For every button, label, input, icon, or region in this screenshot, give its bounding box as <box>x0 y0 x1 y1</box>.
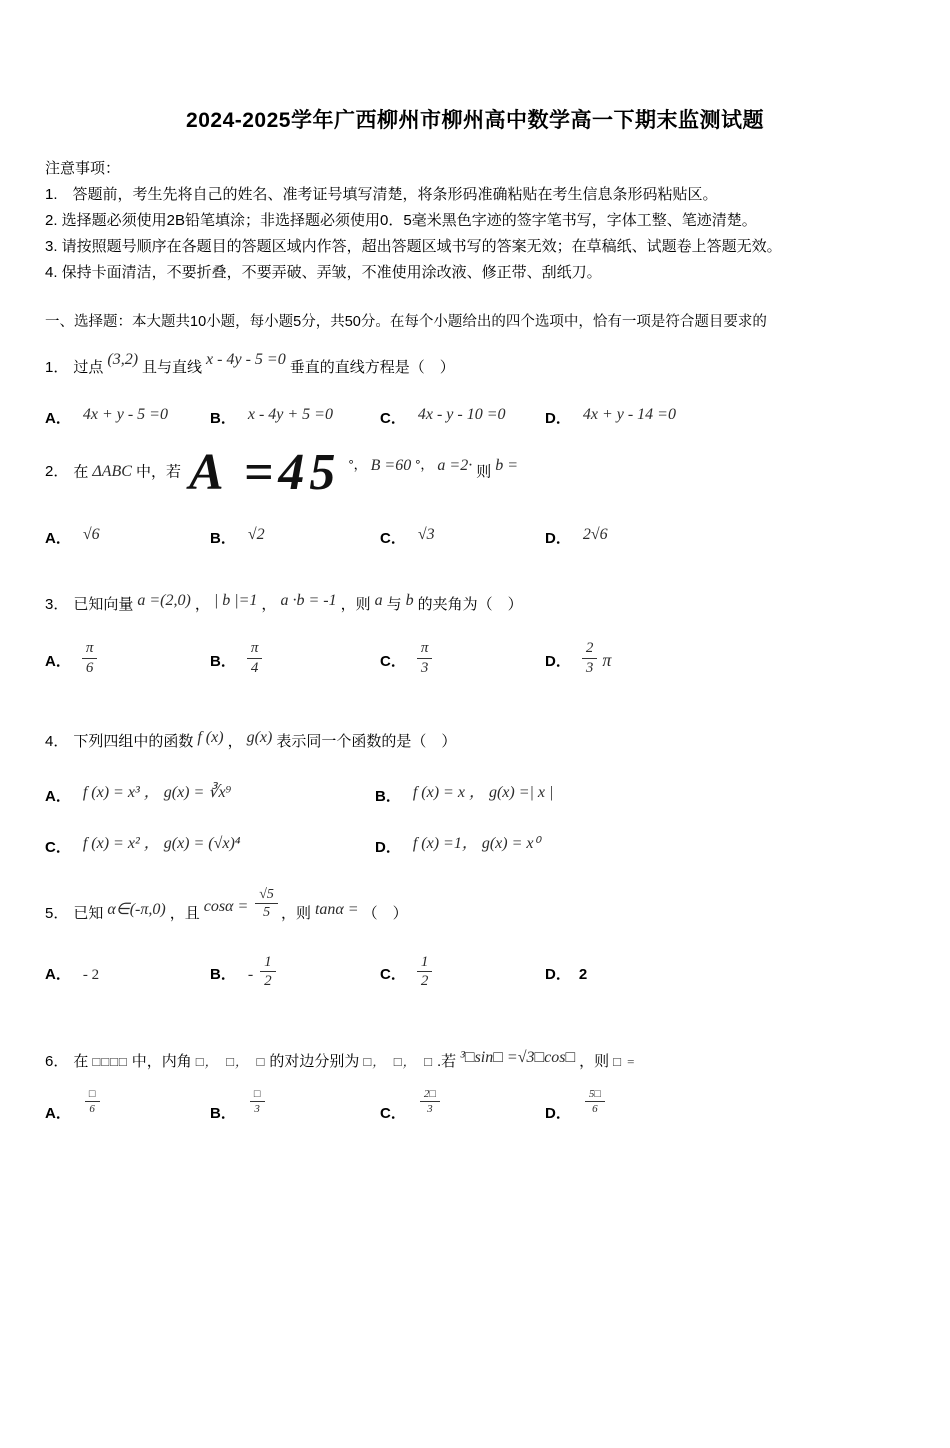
question-6-text-5: ，则 <box>579 1052 610 1070</box>
option-label: A． <box>45 652 71 670</box>
option-label: A． <box>45 409 71 427</box>
question-6-option-b <box>210 1088 380 1127</box>
fraction-numerator: π <box>247 640 263 659</box>
fraction <box>417 640 433 676</box>
question-3-math-a: a <box>374 591 383 609</box>
question-5-number: 5． <box>45 904 69 922</box>
question-6-missing-glyphs-sides: □， □， □ <box>363 1053 433 1069</box>
option-label: B． <box>210 965 236 983</box>
fraction <box>585 1088 605 1115</box>
fraction <box>582 640 598 676</box>
question-3-option-d <box>545 640 925 679</box>
option-label: D． <box>545 1105 571 1123</box>
fraction-denominator: 5 <box>263 905 271 921</box>
question-3-text-1: 已知向量 <box>73 595 134 613</box>
option-value: - 2 <box>82 966 100 983</box>
question-6-option-a <box>45 1088 210 1127</box>
option-label: B． <box>210 652 236 670</box>
fraction <box>417 954 433 990</box>
option-math: 4x - y - 10 =0 <box>417 405 506 423</box>
notices-header: 注意事项： <box>45 160 121 177</box>
question-6 <box>45 1049 925 1075</box>
option-value: 2 <box>578 965 588 983</box>
option-label: B． <box>210 1105 236 1123</box>
option-label: A． <box>45 787 71 805</box>
question-2 <box>45 444 925 501</box>
fraction-numerator: 1 <box>260 954 276 973</box>
question-3-math-dot: a ·b = -1 <box>280 591 337 609</box>
question-1-option-c <box>380 407 545 428</box>
option-math: √2 <box>247 525 265 543</box>
question-2-option-a <box>45 527 210 548</box>
option-label: A． <box>45 1105 71 1123</box>
option-label: C． <box>380 652 406 670</box>
question-1-text-1: 过点 <box>73 359 104 376</box>
question-3-text-2: ， <box>194 595 210 613</box>
fraction-numerator: π <box>417 640 433 659</box>
question-1-math-point: (3,2) <box>107 351 139 368</box>
fraction <box>420 1088 440 1115</box>
fraction-numerator: □ <box>85 1088 100 1102</box>
option-math: 2√6 <box>582 525 608 543</box>
fraction-numerator: 2□ <box>420 1088 440 1102</box>
question-2-text-3: 则 <box>476 463 492 481</box>
question-4-text-1: 下列四组中的函数 <box>73 733 194 751</box>
question-4-option-c <box>45 834 375 857</box>
question-5-math-tan: tanα = <box>314 900 359 918</box>
option-math: √6 <box>82 525 100 543</box>
question-1-option-d <box>545 407 925 428</box>
question-5 <box>45 886 925 931</box>
question-4-math-f: f (x) <box>197 729 224 747</box>
question-2-text-2: 中，若 <box>135 463 181 481</box>
question-4-option-d <box>375 834 925 857</box>
fraction <box>255 887 278 921</box>
fraction <box>82 640 98 676</box>
question-6-missing-glyph-answer: □ = <box>613 1053 637 1069</box>
question-3-text-5: 与 <box>386 595 402 613</box>
question-2-math-triangle: ΔABC <box>92 463 132 481</box>
fraction-denominator: 3 <box>585 659 594 676</box>
question-6-number: 6． <box>45 1052 69 1070</box>
option-math: f (x) =1， g(x) = x⁰ <box>412 834 540 852</box>
question-3-option-b <box>210 640 380 679</box>
question-3-math-b: b <box>405 591 414 609</box>
question-4-number: 4． <box>45 733 69 751</box>
fraction-denominator: 3 <box>427 1103 433 1116</box>
option-label: C． <box>45 838 71 856</box>
option-math: x - 4y + 5 =0 <box>247 405 333 423</box>
fraction <box>250 1088 265 1115</box>
question-6-options <box>45 1088 925 1127</box>
option-label: D． <box>545 409 571 427</box>
fraction-denominator: 2 <box>264 973 272 990</box>
question-5-text-2: ，且 <box>169 904 200 922</box>
question-5-option-c <box>380 953 545 993</box>
fraction-denominator: 6 <box>89 1103 95 1116</box>
question-5-text-1: 已知 <box>73 904 104 922</box>
option-math: f (x) = x ， g(x) =| x | <box>412 783 554 801</box>
question-2-math-b: b = <box>495 457 519 475</box>
fraction-numerator: 1 <box>417 954 433 973</box>
question-5-text-4: （ ） <box>362 904 408 922</box>
option-math: f (x) = x³ ， g(x) = ∛x⁹ <box>82 783 232 801</box>
question-2-math-a2: a =2· <box>437 457 473 475</box>
question-3-option-c <box>380 640 545 679</box>
option-label: C． <box>380 529 406 547</box>
question-5-math-alpha: α∈(-π,0) <box>107 900 166 918</box>
question-6-missing-glyphs-angles: □， □， □ <box>195 1053 266 1069</box>
question-3-option-a <box>45 640 210 679</box>
question-3 <box>45 592 925 618</box>
notice-item-2: 2. 选择题必须使用2B铅笔填涂；非选择题必须使用0．5毫米黑色字迹的签字笔书写，字体工整、笔迹清楚。 <box>45 212 757 229</box>
question-3-text-4: ，则 <box>340 595 371 613</box>
question-6-text-2: 中，内角 <box>131 1052 192 1070</box>
option-label: B． <box>210 409 236 427</box>
question-5-math-cos <box>200 886 281 921</box>
option-math: √3 <box>417 525 435 543</box>
question-1-math-line: x - 4y - 5 =0 <box>206 351 286 368</box>
question-2-math-B60: B =60 <box>370 457 412 475</box>
question-2-text-1: 在 <box>73 463 89 481</box>
option-label: C． <box>380 409 406 427</box>
section-one-header: 一、选择题：本大题共10小题，每小题5分，共50分。在每个小题给出的四个选项中，恰有一项是符合题目要求的 <box>45 314 767 330</box>
option-label: A． <box>45 965 71 983</box>
option-math: 4x + y - 5 =0 <box>82 405 168 423</box>
option-label: B． <box>375 787 401 805</box>
question-6-text-3: 的对边分别为 <box>269 1052 360 1070</box>
exam-paper <box>0 104 950 1128</box>
question-5-option-a <box>45 963 210 984</box>
question-6-text-4: .若 <box>436 1052 457 1070</box>
question-6-text-1: 在 <box>73 1052 89 1070</box>
question-5-text-3: ，则 <box>280 904 311 922</box>
minus-sign: - <box>247 965 254 983</box>
fraction-numerator: □ <box>250 1088 265 1102</box>
question-3-math-norm-b: | b |=1 <box>213 591 258 609</box>
option-label: D． <box>375 838 401 856</box>
option-label: D． <box>545 965 571 983</box>
option-label: D． <box>545 529 571 547</box>
fraction <box>260 954 276 990</box>
question-4-text-2: ， <box>227 733 243 751</box>
question-2-degree-2: °， <box>415 457 434 473</box>
fraction-denominator: 3 <box>420 659 429 676</box>
question-4-options-row-1 <box>45 783 925 806</box>
question-5-option-d <box>545 963 925 984</box>
question-1-option-b <box>210 407 380 428</box>
option-label: C． <box>380 965 406 983</box>
fraction-denominator: 3 <box>254 1103 260 1116</box>
question-5-option-b <box>210 953 380 993</box>
question-5-options <box>45 953 925 993</box>
question-3-text-6: 的夹角为（ ） <box>417 595 523 613</box>
question-6-option-d <box>545 1088 925 1127</box>
fraction <box>247 640 263 676</box>
question-2-degree-1: °， <box>348 457 367 473</box>
question-6-missing-glyphs-triangle: □□□□ <box>92 1053 128 1069</box>
cos-expression: cosα = <box>203 897 249 915</box>
question-4-math-g: g(x) <box>246 729 273 747</box>
fraction-denominator: 4 <box>250 659 259 676</box>
notice-item-4: 4. 保持卡面清洁，不要折叠，不要弄破、弄皱，不准使用涂改液、修正带、刮纸刀。 <box>45 264 602 281</box>
question-2-number: 2． <box>45 463 69 481</box>
notices-section <box>45 156 925 286</box>
question-1-text-2: 且与直线 <box>142 359 203 376</box>
question-2-option-d <box>545 527 925 548</box>
fraction-numerator: 5□ <box>585 1088 605 1102</box>
question-1-number: 1． <box>45 359 69 376</box>
question-4-options-row-2 <box>45 834 925 857</box>
question-1 <box>45 351 925 381</box>
question-6-math-sin-cos: ³□sin□ =√3□cos□ <box>460 1048 576 1066</box>
fraction <box>85 1088 100 1115</box>
question-2-big-math-A45: A =45 <box>188 443 341 501</box>
notice-item-1: 1. 答题前，考生先将自己的姓名、准考证号填写清楚，将条形码准确粘贴在考生信息条形码粘贴区。 <box>45 186 718 203</box>
question-1-option-a <box>45 407 210 428</box>
option-label: A． <box>45 529 71 547</box>
fraction-numerator: π <box>82 640 98 659</box>
question-3-number: 3． <box>45 595 69 613</box>
option-label: D． <box>545 652 571 670</box>
fraction-denominator: 6 <box>592 1103 598 1116</box>
question-3-options <box>45 640 925 679</box>
question-2-option-c <box>380 527 545 548</box>
question-2-option-b <box>210 527 380 548</box>
option-label: C． <box>380 1105 406 1123</box>
option-label: B． <box>210 529 236 547</box>
question-2-options <box>45 527 925 548</box>
question-3-math-vector-a: a =(2,0) <box>137 591 191 609</box>
question-4-option-b <box>375 783 925 806</box>
question-4 <box>45 729 925 755</box>
question-3-text-3: ， <box>261 595 277 613</box>
option-math: f (x) = x² ， g(x) = (√x)⁴ <box>82 834 241 852</box>
fraction-numerator: 2 <box>582 640 598 659</box>
notice-item-3: 3. 请按照题号顺序在各题目的答题区域内作答，超出答题区域书写的答案无效；在草稿纸、试题卷上答题无效。 <box>45 238 782 255</box>
question-1-text-3: 垂直的直线方程是（ ） <box>289 359 455 376</box>
option-math: 4x + y - 14 =0 <box>582 405 676 423</box>
question-4-text-3: 表示同一个函数的是（ ） <box>276 733 457 751</box>
question-1-options <box>45 407 925 428</box>
page-title: 2024-2025学年广西柳州市柳州高中数学高一下期末监测试题 <box>186 109 764 132</box>
question-4-option-a <box>45 783 375 806</box>
option-math-post: π <box>602 649 612 670</box>
fraction-denominator: 2 <box>420 973 429 990</box>
fraction-denominator: 6 <box>85 659 94 676</box>
question-6-option-c <box>380 1088 545 1127</box>
fraction-numerator: √5 <box>255 887 278 904</box>
